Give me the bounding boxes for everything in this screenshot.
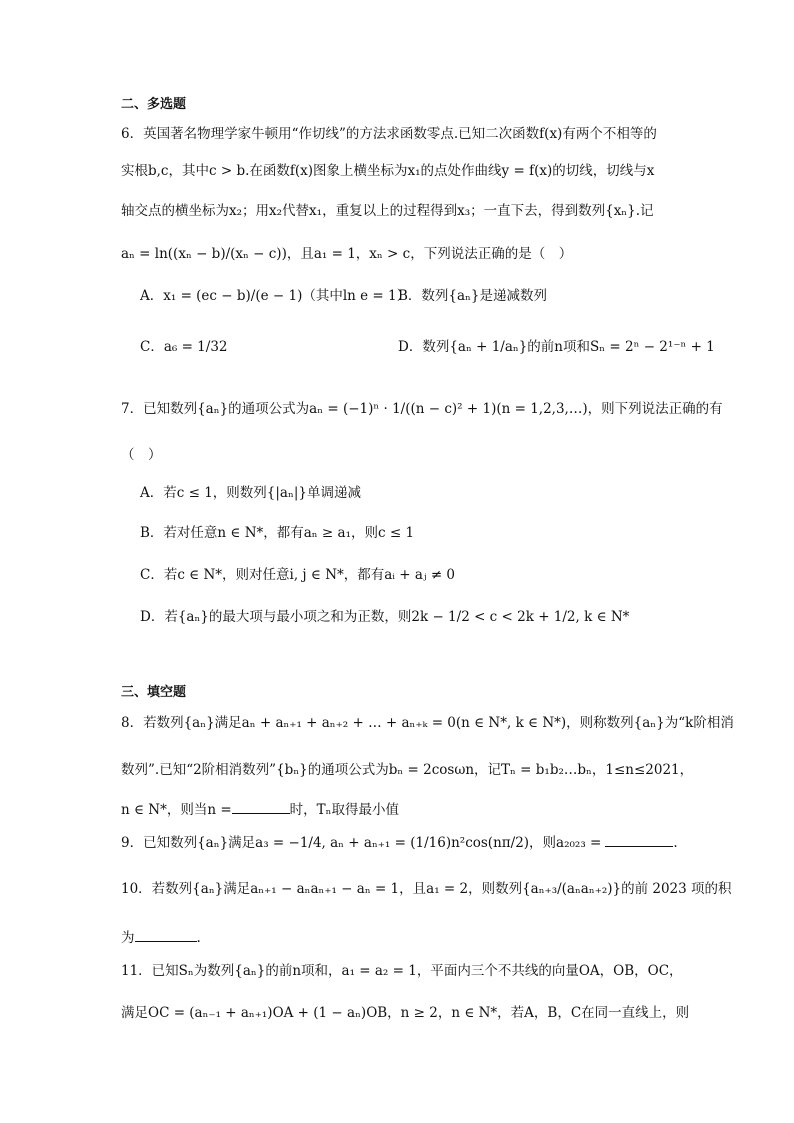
q9-end: . xyxy=(673,835,678,851)
q6-option-a: A．x₁ = (ec − b)/(e − 1)（其中ln e = 1） xyxy=(140,288,411,304)
q6-line-3: 轴交点的横坐标为x₂；用x₂代替x₁，重复以上的过程得到x₃；一直下去，得到数列{xₙ}.记 xyxy=(121,203,654,219)
q9-line xyxy=(121,832,678,852)
q7-option-a: A．若c ≤ 1，则数列{|aₙ|}单调递减 xyxy=(140,485,361,501)
q7-line-2: （ ） xyxy=(121,447,162,463)
q6-line-4: aₙ = ln((xₙ − b)/(xₙ − c))，且a₁ = 1，xₙ > c，下列说法正确的是（ ） xyxy=(121,246,573,262)
q10-line-2-lead: 为 xyxy=(121,930,135,946)
q9-text: 9．已知数列{aₙ}满足a₃ = −1/4, aₙ + aₙ₊₁ = (1/16)n²cos(nπ/2)，则a₂₀₂₃ = xyxy=(121,835,602,851)
q6-line-1: 6．英国著名物理学家牛顿用“作切线”的方法求函数零点.已知二次函数f(x)有两个不相等的 xyxy=(121,126,657,142)
section-heading-fill-in: 三、填空题 xyxy=(121,685,187,700)
q9-answer-blank xyxy=(605,832,673,847)
q6-option-b: B．数列{aₙ}是递减数列 xyxy=(398,288,547,304)
q7-option-b: B．若对任意n ∈ N*，都有aₙ ≥ a₁，则c ≤ 1 xyxy=(140,525,415,541)
q8-line-2: 数列”.已知“2阶相消数列”{bₙ}的通项公式为bₙ = 2cosωn，记Tₙ = b₁b₂…bₙ，1≤n≤2021， xyxy=(121,762,694,778)
q7-option-c: C．若c ∈ N*，则对任意i, j ∈ N*，都有aᵢ + aⱼ ≠ 0 xyxy=(140,567,456,583)
q11-line-2: 满足OC = (aₙ₋₁ + aₙ₊₁)OA + (1 − aₙ)OB，n ≥ 2，n ∈ N*，若A，B，C在同一直线上，则 xyxy=(121,1005,690,1021)
q6-option-c: C．a₆ = 1/32 xyxy=(140,339,228,355)
q8-line-1: 8．若数列{aₙ}满足aₙ + aₙ₊₁ + aₙ₊₂ + … + aₙ₊ₖ = 0(n ∈ N*, k ∈ N*)，则称数列{aₙ}为“k阶相消 xyxy=(121,715,734,731)
q11-line-1: 11．已知Sₙ为数列{aₙ}的前n项和，a₁ = a₂ = 1，平面内三个不共线的向量OA，OB，OC， xyxy=(121,963,683,979)
q8-line-3 xyxy=(121,799,399,819)
q10-line-1: 10．若数列{aₙ}满足aₙ₊₁ − aₙaₙ₊₁ − aₙ = 1，且a₁ = 2，则数列{aₙ₊₃/(aₙaₙ₊₂)}的前 2023 项的积 xyxy=(121,881,732,897)
section-heading-multiple-choice: 二、多选题 xyxy=(121,97,187,112)
q8-line-3-lead: n ∈ N*，则当n = xyxy=(121,802,232,818)
q10-line-2 xyxy=(121,927,201,947)
q8-answer-blank xyxy=(232,799,290,814)
q10-end: . xyxy=(196,930,201,946)
q10-answer-blank xyxy=(135,927,197,942)
q6-line-2: 实根b,c，其中c > b.在函数f(x)图象上横坐标为x₁的点处作曲线y = f(x)的切线，切线与x xyxy=(121,163,655,179)
q8-line-3-tail: 时，Tₙ取得最小值 xyxy=(289,802,399,818)
q7-line-1: 7．已知数列{aₙ}的通项公式为aₙ = (−1)ⁿ · 1/((n − c)² + 1)(n = 1,2,3,…)，则下列说法正确的有 xyxy=(121,401,723,417)
q6-option-d: D．数列{aₙ + 1/aₙ}的前n项和Sₙ = 2ⁿ − 2¹⁻ⁿ + 1 xyxy=(398,339,715,355)
q7-option-d: D．若{aₙ}的最大项与最小项之和为正数，则2k − 1/2 < c < 2k + 1/2, k ∈ N* xyxy=(140,609,630,625)
